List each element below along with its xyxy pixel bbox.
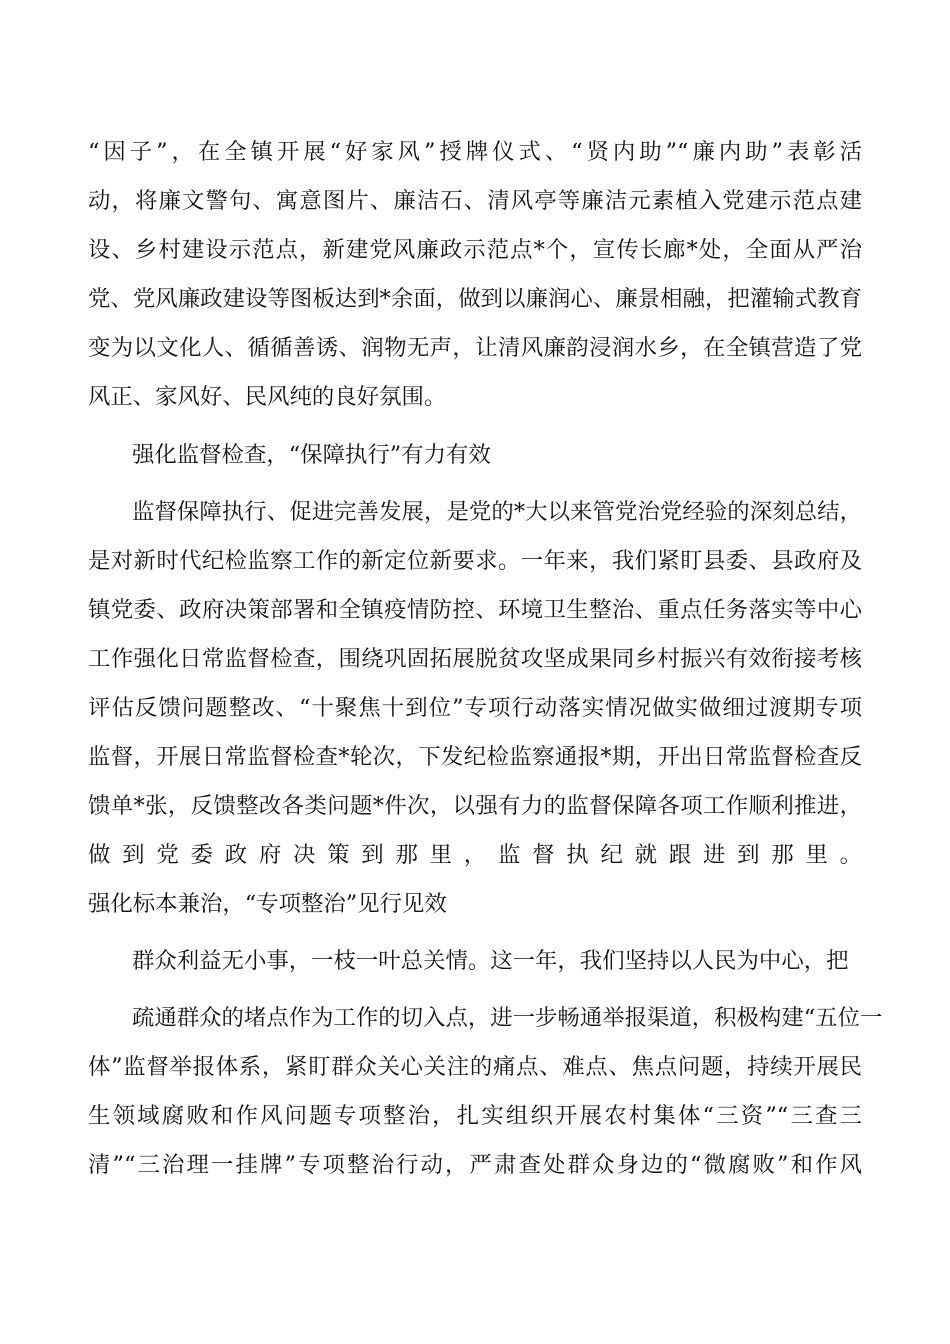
- paragraph-line: 动，将廉文警句、寓意图片、廉洁石、清风亭等廉洁元素植入党建示范点建: [88, 188, 862, 214]
- section-heading: 群众利益无小事，一枝一叶总关情。这一年，我们坚持以人民为中心，把: [132, 948, 849, 974]
- paragraph-line: 清”“三治理一挂牌”专项整治行动，严肃查处群众身边的“微腐败”和作风: [88, 1152, 862, 1178]
- paragraph-line: 评估反馈问题整改、“十聚焦十到位”专项行动落实情况做实做细过渡期专项: [88, 695, 862, 721]
- paragraph-line: 工作强化日常监督检查，围绕巩固拓展脱贫攻坚成果同乡村振兴有效衔接考核: [88, 646, 862, 672]
- paragraph-line: 设、乡村建设示范点，新建党风廉政示范点*个，宣传长廊*处，全面从严治: [88, 237, 862, 263]
- paragraph-line: 监督，开展日常监督检查*轮次，下发纪检监察通报*期，开出日常监督检查反: [88, 744, 862, 770]
- paragraph-line: 镇党委、政府决策部署和全镇疫情防控、环境卫生整治、重点任务落实等中心: [88, 597, 862, 623]
- section-heading: 强化监督检查，“保障执行”有力有效: [132, 442, 491, 468]
- paragraph-line: 党、党风廉政建设等图板达到*余面，做到以廉润心、廉景相融，把灌输式教育: [88, 286, 862, 312]
- paragraph-line: 强化标本兼治，“专项整治”见行见效: [88, 891, 447, 917]
- paragraph-line: 疏通群众的堵点作为工作的切入点，进一步畅通举报渠道，积极构建“五位一: [132, 1005, 883, 1031]
- paragraph-line: 监督保障执行、促进完善发展，是党的*大以来管党治党经验的深刻总结，: [132, 499, 862, 525]
- paragraph-line: 体”监督举报体系，紧盯群众关心关注的痛点、难点、焦点问题，持续开展民: [88, 1054, 862, 1080]
- paragraph-line: [88, 1194, 862, 1234]
- paragraph-line: 变为以文化人、循循善诱、润物无声，让清风廉韵浸润水乡，在全镇营造了党: [88, 335, 862, 361]
- paragraph-line: 风正、家风好、民风纯的良好氛围。: [88, 384, 447, 410]
- paragraph-line: 馈单*张，反馈整改各类问题*件次，以强有力的监督保障各项工作顺利推进，: [88, 793, 862, 819]
- paragraph-line: “因子”，在全镇开展“好家风”授牌仪式、“贤内助”“廉内助”表彰活: [88, 139, 862, 165]
- paragraph-line: 做到党委政府决策到那里，监督执纪就跟进到那里。: [88, 842, 862, 868]
- paragraph-line: 生领域腐败和作风问题专项整治，扎实组织开展农村集体“三资”“三查三: [88, 1103, 862, 1129]
- paragraph-line: 是对新时代纪检监察工作的新定位新要求。一年来，我们紧盯县委、县政府及: [88, 548, 862, 574]
